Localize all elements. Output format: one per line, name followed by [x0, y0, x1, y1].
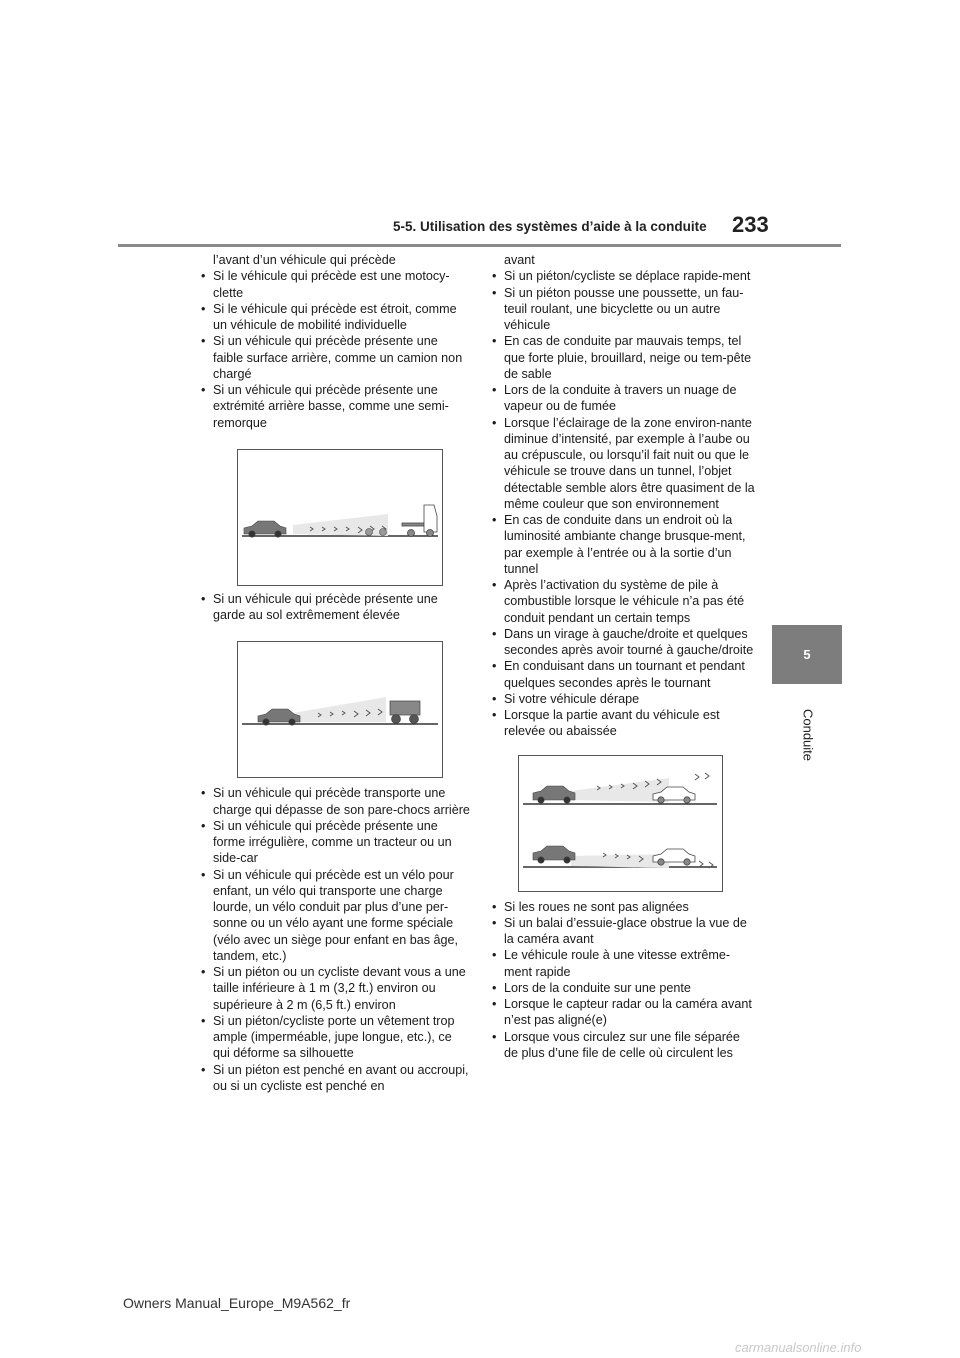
bullet-list-a	[199, 268, 471, 431]
list-item: • Si le véhicule qui précède est une motocy-clette	[199, 268, 471, 301]
section-title: 5-5. Utilisation des systèmes d’aide à la conduite	[393, 219, 707, 234]
list-item: • Si un piéton pousse une poussette, un fau-teuil roulant, une bicyclette ou un autre véhicule	[490, 285, 755, 334]
footer-document-id: Owners Manual_Europe_M9A562_fr	[123, 1295, 351, 1311]
car-outline-icon	[653, 849, 695, 865]
list-item: • Lorsque vous circulez sur une file séparée de plus d’une file de celle où circulent les	[490, 1029, 755, 1062]
header-divider	[118, 244, 841, 247]
illustration-high-clearance	[237, 641, 443, 778]
list-item: • Après l’activation du système de pile à combustible lorsque le véhicule n’a pas été conduit pendant un certain temps	[490, 577, 755, 626]
list-item: • Si un piéton/cycliste porte un vêtement trop ample (imperméable, jupe longue, etc.), ce qui déforme sa silhouette	[199, 1013, 471, 1062]
truck-icon	[402, 505, 437, 537]
list-item: • En cas de conduite par mauvais temps, tel que forte pluie, brouillard, neige ou tem-pête de sable	[490, 333, 755, 382]
list-item: • Si un véhicule qui précède transporte une charge qui dépasse de son pare-chocs arrière	[199, 785, 471, 818]
list-item: • Si les roues ne sont pas alignées	[490, 899, 755, 915]
list-item: • Si un véhicule qui précède présente une extrémité arrière basse, comme une semi-remorque	[199, 382, 471, 431]
list-item: • Lorsque la partie avant du véhicule est relevée ou abaissée	[490, 707, 755, 740]
list-item: • Si un véhicule qui précède présente une forme irrégulière, comme un tracteur ou un side-car	[199, 818, 471, 867]
list-item: • Lors de la conduite sur une pente	[490, 980, 755, 996]
list-item: • Si un piéton est penché en avant ou accroupi, ou si un cycliste est penché en	[199, 1062, 471, 1095]
car-icon	[258, 709, 300, 725]
list-item: • Lors de la conduite à travers un nuage de vapeur ou de fumée	[490, 382, 755, 415]
chapter-label: Conduite	[800, 708, 816, 762]
list-item: • Si un véhicule qui précède présente une garde au sol extrêmement élevée	[199, 591, 471, 624]
list-item: • En cas de conduite dans un endroit où la luminosité ambiante change brusque-ment, par exemple à l’entrée ou à la sortie d’un tunnel	[490, 512, 755, 577]
page-number: 233	[732, 212, 769, 237]
suv-icon	[390, 701, 420, 724]
chapter-number: 5	[803, 647, 811, 662]
illustration-vehicle-pitch	[518, 755, 723, 892]
left-column	[199, 252, 471, 1094]
list-item: • Si un piéton/cycliste se déplace rapide-ment	[490, 268, 755, 284]
chapter-tab[interactable]	[772, 625, 842, 684]
bullet-list-b	[199, 591, 471, 624]
continued-text: l’avant d’un véhicule qui précède	[213, 253, 396, 267]
list-item: • Si un véhicule qui précède est un vélo pour enfant, un vélo qui transporte une charge lourde, un vélo conduit par plus d’une per-sonne ou un vélo ayant une forme spéciale (vélo avec un siège pour enfant en bas âge, tandem, etc.)	[199, 867, 471, 965]
list-item: • Si un piéton ou un cycliste devant vous a une taille inférieure à 1 m (3,2 ft.) environ ou supérieure à 2 m (6,5 ft.) environ	[199, 964, 471, 1013]
list-item: • Lorsque le capteur radar ou la caméra avant n’est pas aligné(e)	[490, 996, 755, 1029]
car-icon	[244, 521, 286, 537]
illustration-semi-trailer	[237, 449, 443, 586]
car-icon	[533, 786, 575, 803]
list-item: • Le véhicule roule à une vitesse extrême-ment rapide	[490, 947, 755, 980]
list-item: • Si un véhicule qui précède présente une faible surface arrière, comme un camion non chargé	[199, 333, 471, 382]
car-icon	[533, 846, 575, 863]
list-item: • Lorsque l’éclairage de la zone environ-nante diminue d’intensité, par exemple à l’aube ou au crépuscule, ou lorsqu’il fait nuit ou que le véhicule se trouve dans un tunnel, l’objet détectable semble alors être quasiment de la même couleur que son environnement	[490, 415, 755, 513]
list-item: • Si le véhicule qui précède est étroit, comme un véhicule de mobilité individuelle	[199, 301, 471, 334]
list-item: • Si votre véhicule dérape	[490, 691, 755, 707]
bullet-list-c	[199, 785, 471, 1094]
list-item: • Si un balai d’essuie-glace obstrue la vue de la caméra avant	[490, 915, 755, 948]
bullet-list-e	[490, 899, 755, 1062]
continued-text: avant	[504, 253, 535, 267]
right-column	[490, 252, 755, 1061]
list-item: • En conduisant dans un tournant et pendant quelques secondes après le tournant	[490, 658, 755, 691]
watermark: carmanualsonline.info	[735, 1340, 862, 1355]
list-item: • Dans un virage à gauche/droite et quelques secondes après avoir tourné à gauche/droite	[490, 626, 755, 659]
bullet-list-d	[490, 268, 755, 739]
